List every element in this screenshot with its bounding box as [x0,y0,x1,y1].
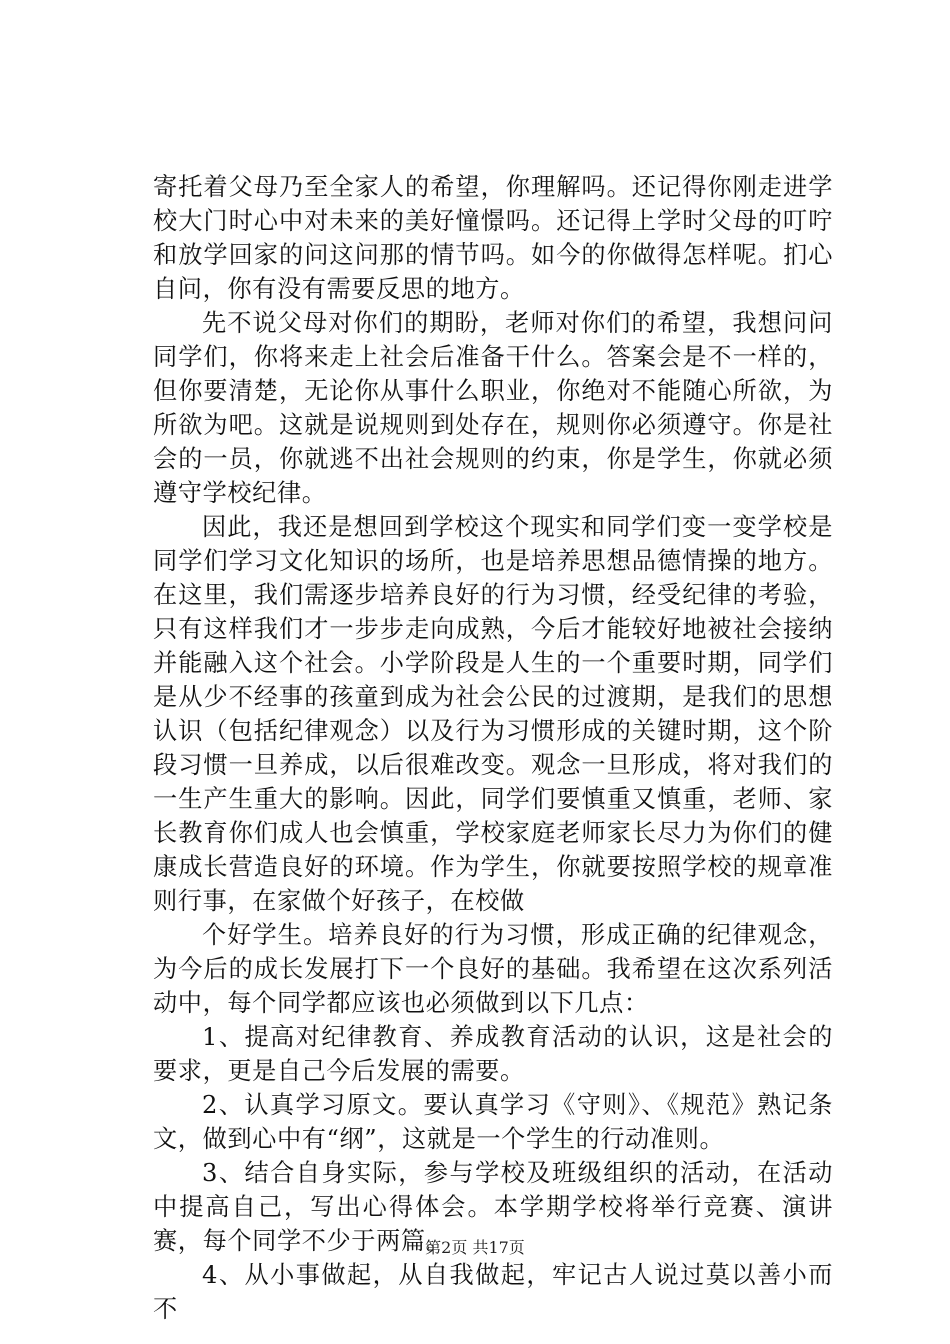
list-item-4: 4、从小事做起，从自我做起，牢记古人说过莫以善小而不 [153,1261,833,1323]
paragraph-1: 寄托着父母乃至全家人的希望，你理解吗。还记得你刚走进学校大门时心中对未来的美好憧憬吗。还记得上学时父母的叮咛和放学回家的问这问那的情节吗。如今的你做得怎样呢。扪心自问，你有没有需要反思的地方。 [153,173,833,303]
page-footer: 第2页 共17页 [425,1238,525,1257]
paragraph-3: 因此，我还是想回到学校这个现实和同学们变一变学校是同学们学习文化知识的场所，也是培养思想品德情操的地方。在这里，我们需逐步培养良好的行为习惯，经受纪律的考验，只有这样我们才一步步走向成熟，今后才能较好地被社会接纳并能融入这个社会。小学阶段是人生的一个重要时期，同学们是从少不经事的孩童到成为社会公民的过渡期，是我们的思想认识（包括纪律观念）以及行为习惯形成的关键时期，这个阶段习惯一旦养成，以后很难改变。观念一旦形成，将对我们的一生产生重大的影响。因此，同学们要慎重又慎重，老师、家长教育你们成人也会慎重，学校家庭老师家长尽力为你们的健康成长营造良好的环境。作为学生，你就要按照学校的规章准则行事，在家做个好孩子，在校做 [153,513,833,915]
list-item-1: 1、提高对纪律教育、养成教育活动的认识，这是社会的要求，更是自己今后发展的需要。 [153,1023,833,1085]
document-body [153,170,833,1326]
paragraph-4: 个好学生。培养良好的行为习惯，形成正确的纪律观念，为今后的成长发展打下一个良好的基础。我希望在这次系列活动中，每个同学都应该也必须做到以下几点： [153,921,833,1017]
list-item-2: 2、认真学习原文。要认真学习《守则》、《规范》熟记条文，做到心中有“纲”，这就是一个学生的行动准则。 [153,1091,833,1153]
paragraph-2: 先不说父母对你们的期盼，老师对你们的希望，我想问问同学们，你将来走上社会后准备干什么。答案会是不一样的，但你要清楚，无论你从事什么职业，你绝对不能随心所欲，为所欲为吧。这就是说规则到处存在，规则你必须遵守。你是社会的一员，你就逃不出社会规则的约束，你是学生，你就必须遵守学校纪律。 [153,309,833,507]
list-item-3: 3、结合自身实际，参与学校及班级组织的活动，在活动中提高自己，写出心得体会。本学期学校将举行竞赛、演讲赛，每个同学不少于两篇。 [153,1159,833,1255]
